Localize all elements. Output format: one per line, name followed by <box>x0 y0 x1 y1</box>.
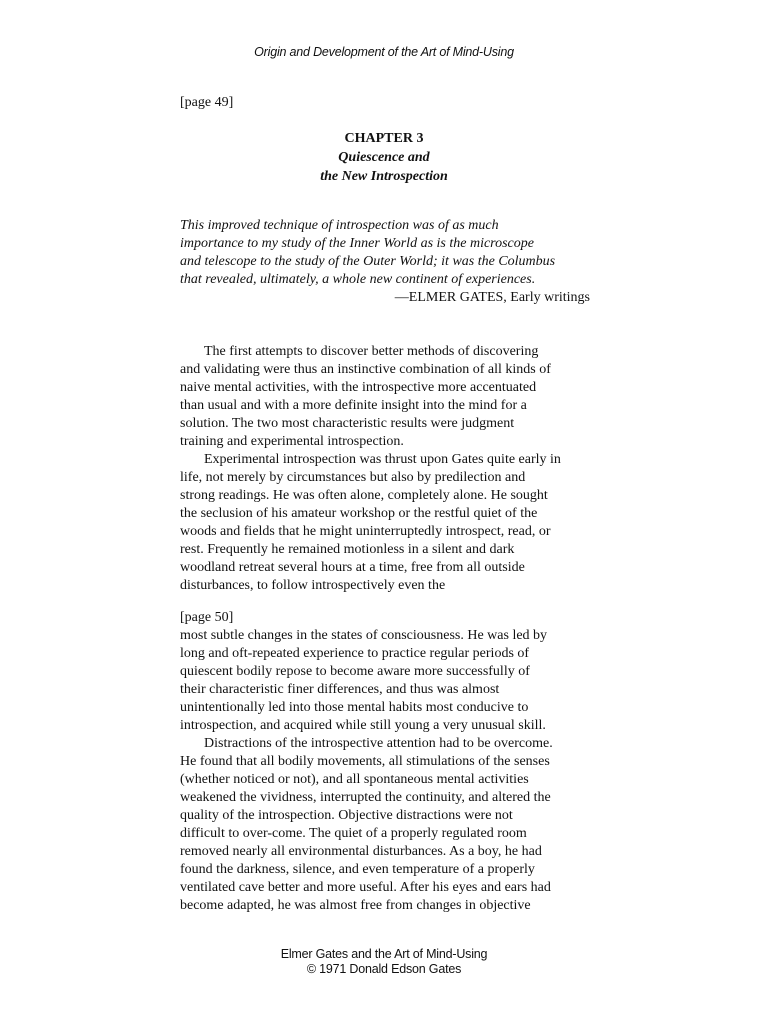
paragraph-line: and validating were thus an instinctive combination of all kinds of <box>180 362 551 377</box>
epigraph-line: This improved technique of introspection was of as much <box>180 218 499 233</box>
paragraph-line: solution. The two most characteristic results were judgment <box>180 416 515 431</box>
chapter-label: CHAPTER 3 <box>344 131 424 146</box>
footer-title: Elmer Gates and the Art of Mind-Using <box>280 947 488 961</box>
paragraph-line: training and experimental introspection. <box>180 434 404 449</box>
paragraph-line: long and oft-repeated experience to practice regular periods of <box>180 646 530 661</box>
paragraph-line: strong readings. He was often alone, completely alone. He sought <box>180 488 548 503</box>
paragraph-line: found the darkness, silence, and even temperature of a properly <box>180 862 535 877</box>
chapter-heading-block <box>0 129 768 186</box>
paragraph-line: their characteristic finer differences, and thus was almost <box>180 682 500 697</box>
paragraph-line: naive mental activities, with the introspective more accentuated <box>180 380 537 395</box>
running-header: Origin and Development of the Art of Mind-Using <box>254 45 514 59</box>
paragraph-line: Distractions of the introspective attention had to be overcome. <box>204 736 553 751</box>
page-footer <box>0 947 768 977</box>
epigraph-attribution: —ELMER GATES, Early writings <box>394 290 590 305</box>
paragraph-line: removed nearly all environmental disturbances. As a boy, he had <box>180 844 542 859</box>
paragraph-line: (whether noticed or not), and all spontaneous mental activities <box>180 772 529 787</box>
chapter-subtitle-line-1: Quiescence and <box>338 150 430 165</box>
paragraph-line: quiescent bodily repose to become aware more successfully of <box>180 664 530 679</box>
page-marker-49: [page 49] <box>180 95 234 110</box>
body-text-page-50 <box>180 627 590 915</box>
paragraph-line: most subtle changes in the states of consciousness. He was led by <box>180 628 548 643</box>
paragraph-line: introspection, and acquired while still young a very unusual skill. <box>180 718 546 733</box>
paragraph-line: The first attempts to discover better methods of discovering <box>204 344 539 359</box>
epigraph-line: that revealed, ultimately, a whole new continent of experiences. <box>180 272 536 287</box>
paragraph-line: weakened the vividness, interrupted the continuity, and altered the <box>180 790 551 805</box>
epigraph-line: importance to my study of the Inner World as is the microscope <box>180 236 534 251</box>
page-marker-50: [page 50] <box>180 610 234 625</box>
paragraph-line: woodland retreat several hours at a time, free from all outside <box>180 560 525 575</box>
paragraph-line: rest. Frequently he remained motionless in a silent and dark <box>180 542 515 557</box>
paragraph-line: become adapted, he was almost free from changes in objective <box>180 898 531 913</box>
paragraph-line: quality of the introspection. Objective distractions were not <box>180 808 513 823</box>
footer-copyright: © 1971 Donald Edson Gates <box>306 962 462 976</box>
paragraph-line: than usual and with a more definite insight into the mind for a <box>180 398 527 413</box>
chapter-subtitle-line-2: the New Introspection <box>320 169 448 184</box>
paragraph-line: unintentionally led into those mental habits most conducive to <box>180 700 529 715</box>
paragraph-line: life, not merely by circumstances but also by predilection and <box>180 470 526 485</box>
paragraph-line: ventilated cave better and more useful. After his eyes and ears had <box>180 880 551 895</box>
paragraph-line: difficult to over-come. The quiet of a properly regulated room <box>180 826 527 841</box>
epigraph <box>180 217 590 307</box>
paragraph-line: woods and fields that he might uninterruptedly introspect, read, or <box>180 524 551 539</box>
paragraph-line: disturbances, to follow introspectively even the <box>180 578 446 593</box>
body-text-page-49 <box>180 343 590 595</box>
paragraph-line: He found that all bodily movements, all stimulations of the senses <box>180 754 550 769</box>
paragraph-line: the seclusion of his amateur workshop or the restful quiet of the <box>180 506 538 521</box>
paragraph-line: Experimental introspection was thrust upon Gates quite early in <box>204 452 561 467</box>
epigraph-line: and telescope to the study of the Outer World; it was the Columbus <box>180 254 556 269</box>
